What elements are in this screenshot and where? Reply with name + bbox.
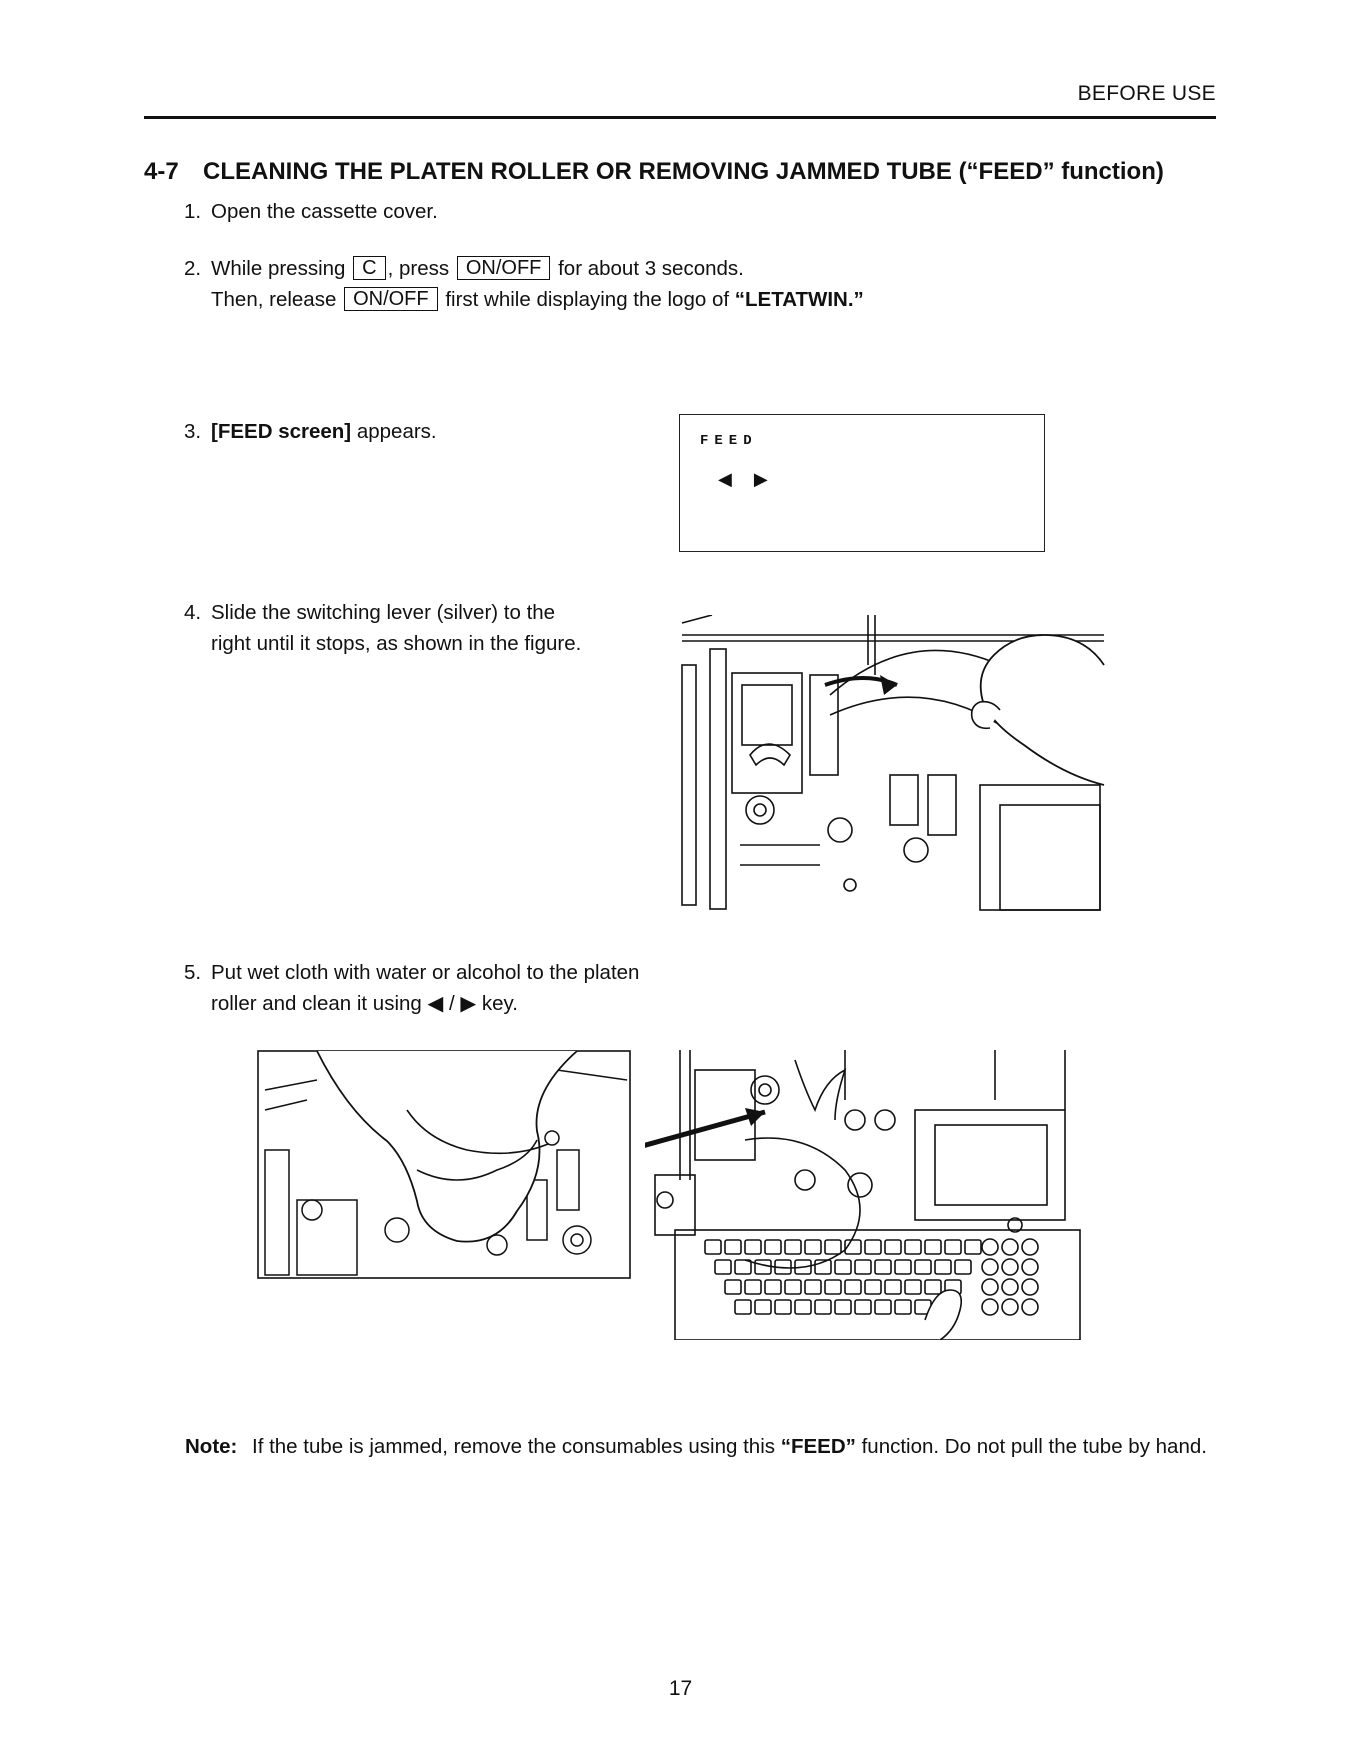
keypad-button <box>1022 1239 1038 1255</box>
step-3-number: 3. <box>184 420 202 443</box>
header-rule <box>144 116 1216 119</box>
letatwin-logo-text: “LETATWIN.” <box>734 288 864 311</box>
keypad-button <box>982 1259 998 1275</box>
keypad-button <box>982 1299 998 1315</box>
keyboard-key <box>785 1240 801 1254</box>
note-body <box>252 1432 1212 1462</box>
key-on-off-release: ON/OFF <box>344 287 438 311</box>
keyboard-key <box>905 1240 921 1254</box>
step-2-text-d: Then, release <box>211 288 337 311</box>
keypad-button <box>982 1279 998 1295</box>
keypad-button <box>1002 1279 1018 1295</box>
keyboard-key <box>735 1300 751 1314</box>
keyboard-key <box>845 1280 861 1294</box>
step-3-text: appears. <box>356 420 437 443</box>
step-4 <box>184 597 581 659</box>
keyboard-key <box>885 1280 901 1294</box>
keypad-button <box>982 1239 998 1255</box>
keyboard-key <box>735 1260 751 1274</box>
step-2-text-c: for about 3 seconds. <box>558 257 744 280</box>
keyboard-key <box>895 1260 911 1274</box>
step-5 <box>184 957 639 1019</box>
keyboard-key <box>865 1240 881 1254</box>
keyboard-key <box>945 1240 961 1254</box>
keypad-button <box>1002 1239 1018 1255</box>
keyboard-key <box>795 1300 811 1314</box>
keyboard-key <box>855 1260 871 1274</box>
keyboard-key <box>895 1300 911 1314</box>
keyboard-key <box>805 1280 821 1294</box>
step-5-line-2b: key. <box>481 992 518 1015</box>
key-c: C <box>353 256 385 280</box>
keyboard-key <box>815 1300 831 1314</box>
keyboard-key <box>725 1240 741 1254</box>
switching-lever-figure <box>680 615 1106 915</box>
keyboard-key <box>835 1260 851 1274</box>
note-bold: “FEED” <box>780 1435 856 1458</box>
platen-cleaning-closeup-figure <box>257 1050 631 1279</box>
page-number: 17 <box>668 1677 693 1700</box>
step-5-line-1: Put wet cloth with water or alcohol to the platen <box>211 961 640 984</box>
keyboard-key <box>925 1240 941 1254</box>
step-4-number: 4. <box>184 601 202 624</box>
step-1-number: 1. <box>184 200 202 223</box>
note-text-b: function. Do not pull the tube by hand. <box>861 1435 1207 1458</box>
keyboard-key <box>885 1240 901 1254</box>
lcd-left-arrow-icon: ◀ <box>718 469 754 489</box>
key-on-off: ON/OFF <box>457 256 551 280</box>
header-label: BEFORE USE <box>1077 82 1216 105</box>
keyboard-key <box>925 1280 941 1294</box>
keyboard-key <box>875 1260 891 1274</box>
step-1 <box>184 196 438 227</box>
keyboard-key <box>745 1280 761 1294</box>
keyboard-key <box>855 1300 871 1314</box>
keyboard-key <box>825 1240 841 1254</box>
keyboard-key <box>955 1260 971 1274</box>
left-right-key-icon: ◀ / ▶ <box>427 992 477 1015</box>
keyboard-key <box>715 1260 731 1274</box>
step-1-text: Open the cassette cover. <box>211 200 438 223</box>
keyboard-key <box>825 1280 841 1294</box>
keyboard-key <box>705 1240 721 1254</box>
step-3-bold: [FEED screen] <box>211 420 352 443</box>
keypad-button <box>1002 1299 1018 1315</box>
keypad-button <box>1022 1279 1038 1295</box>
keyboard-key <box>865 1280 881 1294</box>
step-5-line-2a: roller and clean it using <box>211 992 422 1015</box>
keyboard-key <box>755 1300 771 1314</box>
keyboard-key <box>905 1280 921 1294</box>
step-4-line-2: right until it stops, as shown in the figure. <box>211 632 582 655</box>
keyboard-key <box>775 1300 791 1314</box>
keyboard-key <box>745 1240 761 1254</box>
keyboard-key <box>755 1260 771 1274</box>
section-title <box>144 158 1164 186</box>
keyboard-key <box>835 1300 851 1314</box>
keyboard-key <box>805 1240 821 1254</box>
feed-screen-display <box>679 414 1045 552</box>
step-2-text-a: While pressing <box>211 257 346 280</box>
lcd-arrows <box>718 469 790 490</box>
keyboard-key <box>965 1240 981 1254</box>
step-5-number: 5. <box>184 961 202 984</box>
step-2-number: 2. <box>184 257 202 280</box>
machine-overview-figure <box>645 1050 1095 1340</box>
lcd-title: FEED <box>700 433 758 449</box>
section-title-text: CLEANING THE PLATEN ROLLER OR REMOVING JAMMED TUBE (“FEED” function) <box>203 158 1164 185</box>
keyboard-key <box>875 1300 891 1314</box>
lcd-right-arrow-icon: ▶ <box>753 469 790 489</box>
keypad-button <box>1022 1299 1038 1315</box>
keypad-button <box>1002 1259 1018 1275</box>
note-label: Note: <box>185 1435 238 1458</box>
step-4-line-1: Slide the switching lever (silver) to the <box>211 601 556 624</box>
step-3 <box>184 416 437 447</box>
keypad-button <box>1022 1259 1038 1275</box>
step-2 <box>184 253 864 315</box>
step-2-text-b: , press <box>387 257 450 280</box>
keyboard-key <box>785 1280 801 1294</box>
step-2-text-e: first while displaying the logo of <box>445 288 730 311</box>
keyboard-key <box>915 1260 931 1274</box>
keyboard-key <box>935 1260 951 1274</box>
keyboard-key <box>725 1280 741 1294</box>
note-text-a: If the tube is jammed, remove the consumables using this <box>252 1435 776 1458</box>
section-number: 4-7 <box>144 158 179 185</box>
keyboard-key <box>765 1280 781 1294</box>
keyboard-key <box>765 1240 781 1254</box>
